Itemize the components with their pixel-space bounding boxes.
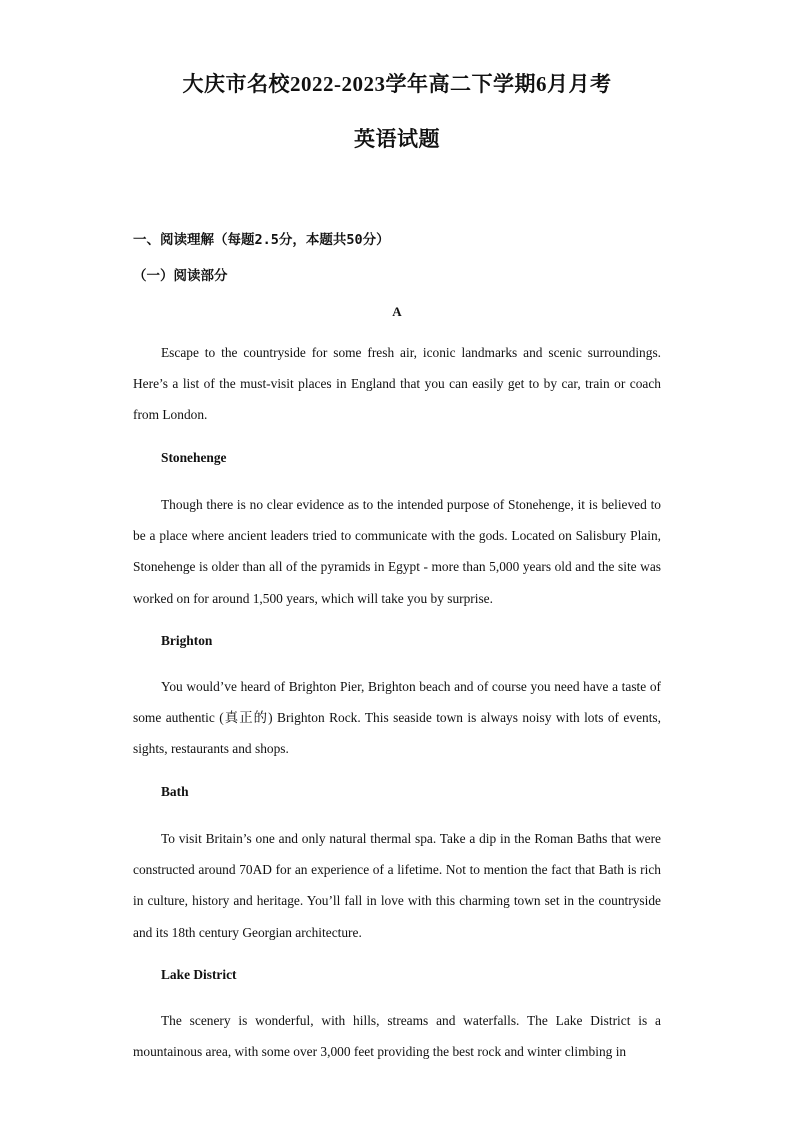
subsection-heading: （一）阅读部分 [133, 268, 228, 284]
place-text-bath: To visit Britain’s one and only natural thermal spa. Take a dip in the Roman Baths that were constructed around 70AD for an experience of a lifetime. Not to mention the fact that Bath is rich in culture, history and heritage. You’ll fall in love with this charming town set in the countryside and its 18th century Georgian architecture. [133, 831, 661, 940]
exam-subject: 英语试题 [354, 127, 440, 151]
passage-intro: Escape to the countryside for some fresh air, iconic landmarks and scenic surroundings. Here’s a list of the must-visit places in England that you can easily get to by car, train or coach from London. [133, 345, 661, 423]
place-text-lake-district: The scenery is wonderful, with hills, streams and waterfalls. The Lake District is a mountainous area, with some over 3,000 feet providing the best rock and winter climbing in [133, 1013, 661, 1060]
place-text-brighton: You would’ve heard of Brighton Pier, Brighton beach and of course you need have a taste of some authentic (真正的) Brighton Rock. This seaside town is always noisy with lots of events, sights, restaurants and shops. [133, 679, 661, 757]
place-heading-bath: Bath [161, 784, 189, 799]
place-heading-stonehenge: Stonehenge [161, 450, 227, 465]
place-heading-brighton: Brighton [161, 633, 213, 648]
passage-label: A [392, 304, 402, 319]
section-heading: 一、阅读理解（每题2.5分，本题共50分） [133, 232, 390, 248]
place-text-stonehenge: Though there is no clear evidence as to the intended purpose of Stonehenge, it is believed to be a place where ancient leaders tried to communicate with the gods. Located on Salisbury Plain, Stonehenge is older than all of the pyramids in Egypt - more than 5,000 years old and the site was worked on for around 1,500 years, which will take you by surprise. [133, 497, 661, 606]
exam-title: 大庆市名校2022-2023学年高二下学期6月月考 [182, 72, 612, 96]
place-heading-lake-district: Lake District [161, 967, 237, 982]
